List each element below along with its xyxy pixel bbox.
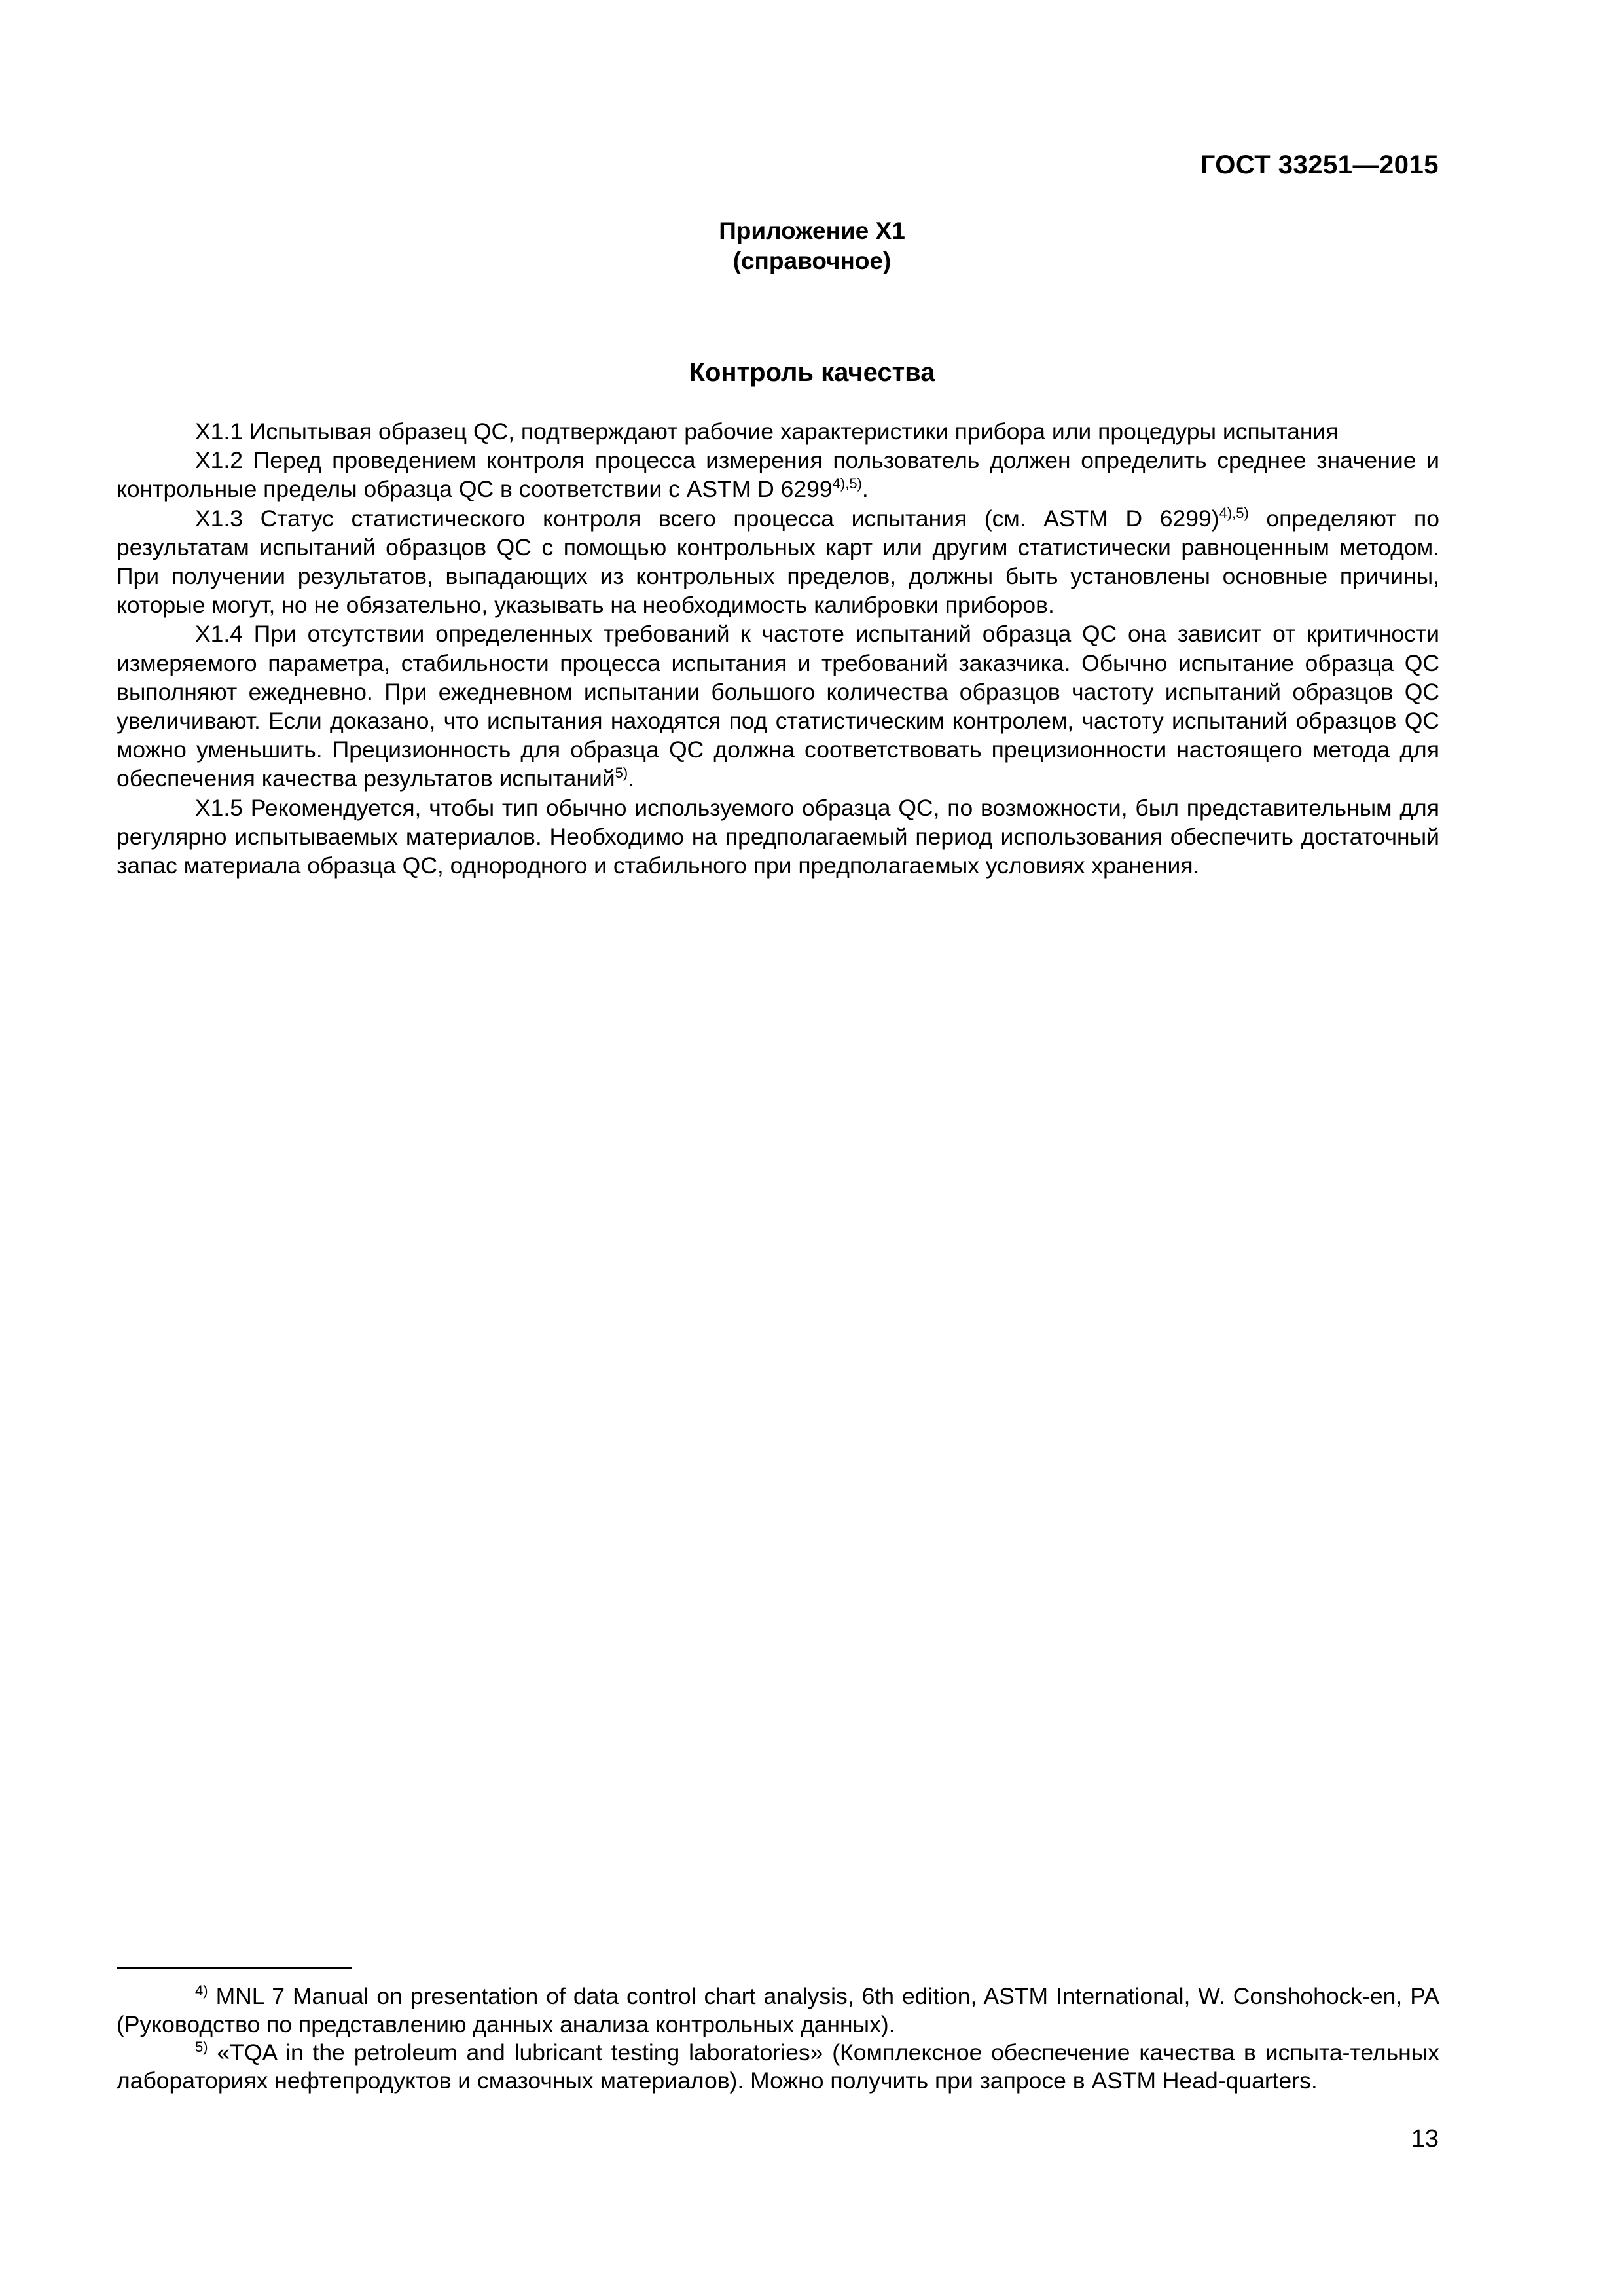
paragraph-x1-5	[117, 793, 1439, 881]
footnotes	[117, 1982, 1439, 2095]
paragraph-x1-5-text: Х1.5 Рекомендуется, чтобы тип обычно используемого образца QC, по возможности, был представительным для регулярно испытываемых материалов. Необходимо на предполагаемый период использования обеспечить достаточный запас материала образца QC, однородного и стабильного при предполагаемых условиях хранения.	[117, 794, 1439, 879]
paragraph-x1-4-tail: .	[628, 765, 635, 792]
footnote-5-text: «TQA in the petroleum and lubricant testing laboratories» (Комплексное обеспечение качества в испыта-тельных лабораториях нефтепродуктов и смазочных материалов). Можно получить при запросе в ASTM Head-quarters.	[117, 2039, 1439, 2094]
appendix-heading	[0, 216, 1624, 276]
appendix-title: Приложение Х1	[719, 217, 905, 244]
document-code: ГОСТ 33251—2015	[1200, 151, 1439, 179]
footnote-4-text: MNL 7 Manual on presentation of data control chart analysis, 6th edition, ASTM International, W. Conshohock-en, PA (Руководство по представлению данных анализа контрольных данных).	[117, 1983, 1439, 2037]
footnote-5-mark: 5)	[195, 2039, 208, 2056]
paragraph-x1-1-text: Х1.1 Испытывая образец QC, подтверждают рабочие характеристики прибора или процедуры испытания	[195, 418, 1339, 445]
body-text	[117, 417, 1439, 880]
footnote-5	[117, 2039, 1439, 2095]
paragraph-x1-2	[117, 446, 1439, 503]
appendix-status: (справочное)	[732, 247, 892, 274]
footnote-ref: 4),5)	[1219, 504, 1249, 521]
page-number: 13	[1411, 2125, 1439, 2153]
paragraph-x1-2-text: Х1.2 Перед проведением контроля процесса измерения пользователь должен определить среднее значение и контрольные пределы образца QC в соответствии с ASTM D 6299	[117, 447, 1439, 503]
footnote-separator	[117, 1967, 352, 1969]
footnote-ref: 5)	[615, 765, 628, 782]
paragraph-x1-3-text-a: Х1.3 Статус статистического контроля всего процесса испытания (см. ASTM D 6299)	[195, 505, 1219, 532]
paragraph-x1-4	[117, 619, 1439, 793]
footnote-4-mark: 4)	[195, 1982, 208, 1999]
paragraph-x1-1	[117, 417, 1439, 446]
footnote-ref: 4),5)	[832, 475, 862, 492]
paragraph-x1-3-text-b: определяют по результатам испытаний образцов QC с помощью контрольных карт или другим статистически равноценным методом. При получении результатов, выпадающих из контрольных пределов, должны быть установлены основные причины, которые могут, но не обязательно, указывать на необходимость калибровки приборов.	[117, 505, 1440, 619]
paragraph-x1-2-tail: .	[861, 476, 869, 503]
footnote-4	[117, 1982, 1439, 2039]
paragraph-x1-3	[117, 504, 1439, 620]
section-title: Контроль качества	[689, 358, 935, 387]
paragraph-x1-4-text: Х1.4 При отсутствии определенных требований к частоте испытаний образца QC она зависит от критичности измеряемого параметра, стабильности процесса испытания и требований заказчика. Обычно испытание образца QC выполняют ежедневно. При ежедневном испытании большого количества образцов частоту испытаний образцов QC увеличивают. Если доказано, что испытания находятся под статистическим контролем, частоту испытаний образцов QC можно уменьшить. Прецизионность для образца QC должна соответствовать прецизионности настоящего метода для обеспечения качества результатов испытаний	[117, 621, 1439, 792]
